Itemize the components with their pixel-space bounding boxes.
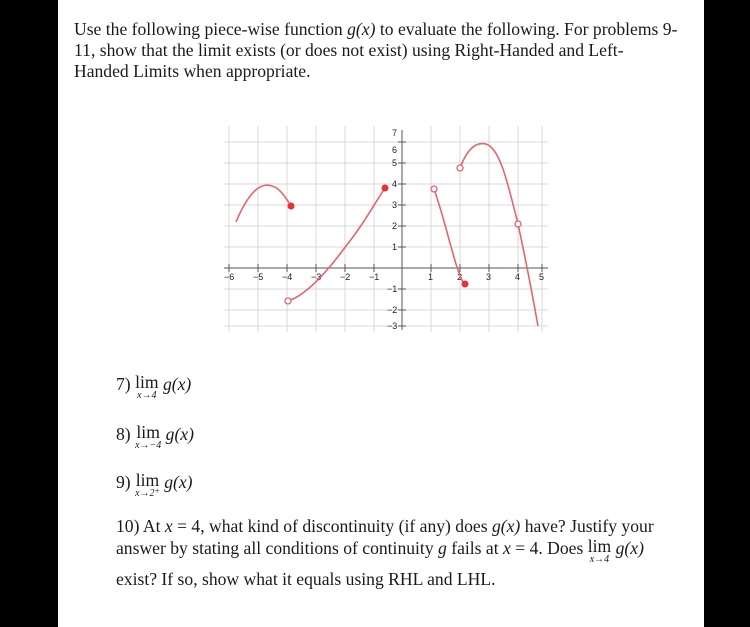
limit-expression: g(x) <box>165 424 194 444</box>
instructions-line-3: Handed Limits when appropriate. <box>74 61 311 81</box>
question-number: 8) <box>116 424 131 444</box>
open-point <box>285 298 291 304</box>
curve-piece-1 <box>236 185 291 222</box>
x-tick-label: 3 <box>486 272 492 282</box>
limit-expression: g(x) <box>162 374 192 394</box>
instructions-line-1: Use the following piece-wise function g(x) to evaluate the following. For problems 9- <box>74 19 678 39</box>
x-tick-label: −1 <box>369 272 380 282</box>
open-point <box>515 221 521 227</box>
question-10 <box>116 515 716 590</box>
grid <box>224 126 548 332</box>
limit-operator: lim x→4 <box>587 536 612 565</box>
y-tick-label: 4 <box>392 179 398 189</box>
x-tick-label: 1 <box>428 272 434 282</box>
instructions <box>74 19 689 82</box>
question-number: 9) <box>116 472 131 492</box>
closed-point <box>462 281 469 288</box>
limit-operator: lim x→2⁺ <box>135 470 160 499</box>
limit-operator: lim x→4 <box>135 372 159 401</box>
curve-piece-4 <box>460 144 538 326</box>
y-tick-label: 6 <box>392 145 398 155</box>
x-tick-label: −2 <box>340 272 351 282</box>
open-point <box>457 165 463 171</box>
open-point <box>431 186 437 192</box>
x-tick-label: 4 <box>515 272 521 282</box>
x-tick-label: −4 <box>282 272 293 282</box>
question-8 <box>116 424 194 451</box>
limit-operator: lim x→−4 <box>135 422 162 451</box>
y-tick-label: 3 <box>392 200 398 210</box>
closed-point <box>382 185 389 192</box>
axis-tick-marks <box>229 142 545 326</box>
x-tick-label: −3 <box>311 272 322 282</box>
question-10-line-1: 10) At x = 4, what kind of discontinuity (if any) does g(x) have? Justify your <box>116 516 654 536</box>
x-tick-label: 2 <box>457 272 463 282</box>
closed-point <box>288 203 295 210</box>
y-tick-label: 1 <box>392 242 398 252</box>
y-tick-label: 7 <box>392 128 398 138</box>
x-tick-label: −5 <box>253 272 264 282</box>
limit-expression: g(x) <box>164 472 193 492</box>
y-tick-label: 5 <box>392 158 398 168</box>
x-tick-label: 5 <box>539 272 545 282</box>
y-tick-label: −1 <box>387 284 398 294</box>
question-9 <box>116 472 193 499</box>
question-7 <box>116 374 191 401</box>
question-10-line-3: exist? If so, show what it equals using RHL and LHL. <box>116 569 496 589</box>
y-tick-label: −3 <box>387 321 398 331</box>
question-number: 7) <box>116 374 131 394</box>
y-tick-label: −2 <box>387 305 398 315</box>
y-tick-label: 2 <box>392 221 398 231</box>
function-graph <box>224 126 548 332</box>
worksheet-page <box>58 0 704 627</box>
question-10-line-2: answer by stating all conditions of continuity g fails at x = 4. Does lim x→4 g(x) <box>116 536 644 565</box>
instructions-line-2: 11, show that the limit exists (or does not exist) using Right-Handed and Left- <box>74 40 624 60</box>
x-tick-label: −6 <box>224 272 235 282</box>
